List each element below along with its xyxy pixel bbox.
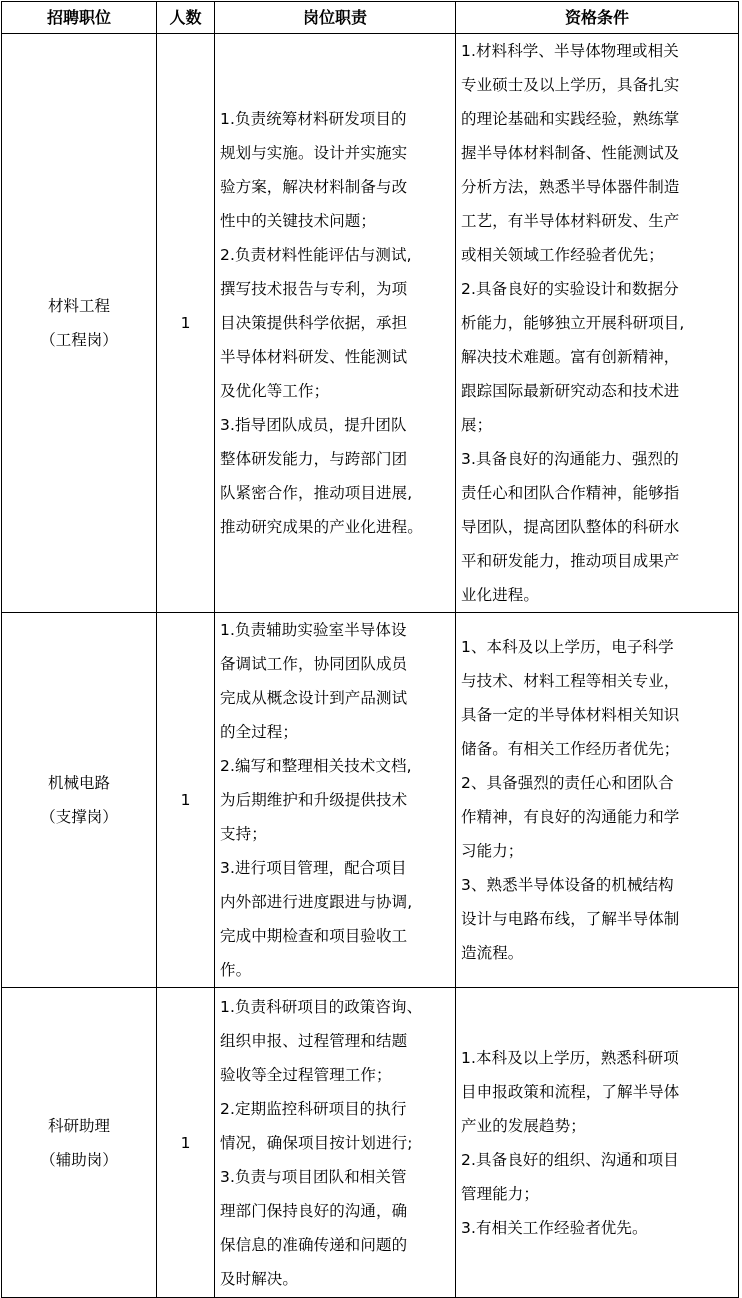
duty-line: 的全过程； — [220, 723, 299, 741]
position-name: 科研助理 — [47, 1116, 110, 1135]
qualification-line: 习能力； — [461, 842, 524, 860]
duty-line: 性中的关键技术问题； — [220, 212, 377, 230]
qualification-line: 设计与电路布线，了解半导体制 — [461, 910, 680, 928]
qualification-line: 3.具备良好的沟通能力、强烈的 — [461, 450, 679, 468]
qualification-line: 目申报政策和流程，了解半导体 — [461, 1082, 680, 1101]
qualification-line: 析能力，能够独立开展科研项目, — [461, 314, 685, 332]
qualification-line: 责任心和团队合作精神，能够指 — [461, 484, 680, 502]
duty-line: 目决策提供科学依据，承担 — [220, 314, 408, 332]
table-row — [2, 34, 739, 613]
qualification-line: 的理论基础和实践经验，熟练掌 — [461, 110, 680, 128]
qualification-line: 展； — [461, 416, 493, 434]
qualification-line: 2.具备良好的组织、沟通和项目 — [461, 1150, 679, 1169]
duties-cell — [215, 613, 456, 988]
headcount-cell: 1 — [157, 34, 215, 613]
duty-line: 完成中期检查和项目验收工 — [220, 927, 408, 945]
qualification-line: 3.有相关工作经验者优先。 — [461, 1218, 648, 1237]
qualification-line: 管理能力； — [461, 1184, 540, 1203]
duty-line: 规划与实施。设计并实施实 — [220, 144, 408, 162]
position-cell — [2, 988, 157, 1298]
duty-line: 支持； — [220, 825, 267, 843]
qualifications-cell — [456, 34, 739, 613]
duty-line: 3.进行项目管理，配合项目 — [220, 859, 407, 877]
qualification-line: 解决技术难题。富有创新精神， — [461, 348, 680, 366]
qualification-line: 储备。有相关工作经历者优先； — [461, 740, 680, 758]
qualification-line: 3、熟悉半导体设备的机械结构 — [461, 876, 674, 894]
duty-line: 1.负责统筹材料研发项目的 — [220, 110, 407, 128]
duty-line: 及时解决。 — [220, 1269, 299, 1288]
position-cell — [2, 34, 157, 613]
duty-line: 整体研发能力，与跨部门团 — [220, 450, 408, 468]
duty-line: 内外部进行进度跟进与协调, — [220, 893, 413, 911]
duties-cell — [215, 34, 456, 613]
qualifications-cell — [456, 613, 739, 988]
header-position: 招聘职位 — [2, 2, 157, 34]
qualification-line: 2、具备强烈的责任心和团队合 — [461, 774, 674, 792]
duty-line: 1.负责辅助实验室半导体设 — [220, 621, 407, 639]
duty-line: 组织申报、过程管理和结题 — [220, 1031, 408, 1050]
qualification-line: 平和研发能力，推动项目成果产 — [461, 552, 680, 570]
position-cell — [2, 613, 157, 988]
qualification-line: 业化进程。 — [461, 586, 540, 604]
duty-line: 备调试工作，协同团队成员 — [220, 655, 408, 673]
qualification-line: 导团队，提高团队整体的科研水 — [461, 518, 680, 536]
duty-line: 撰写技术报告与专利，为项 — [220, 280, 408, 298]
qualification-line: 握半导体材料制备、性能测试及 — [461, 144, 680, 162]
duty-line: 3.负责与项目团队和相关管 — [220, 1167, 407, 1186]
duty-line: 队紧密合作，推动项目进展, — [220, 484, 413, 502]
table-row — [2, 988, 739, 1298]
duty-line: 验方案，解决材料制备与改 — [220, 178, 408, 196]
qualification-line: 2.具备良好的实验设计和数据分 — [461, 280, 679, 298]
qualifications-cell — [456, 988, 739, 1298]
qualification-line: 分析方法，熟悉半导体器件制造 — [461, 178, 680, 196]
qualification-line: 造流程。 — [461, 944, 524, 962]
position-name: 材料工程 — [47, 297, 110, 315]
duty-line: 保信息的准确传递和问题的 — [220, 1235, 408, 1254]
qualification-line: 1.材料科学、半导体物理或相关 — [461, 42, 679, 60]
duty-line: 及优化等工作； — [220, 382, 330, 400]
duties-cell — [215, 988, 456, 1298]
qualification-line: 与技术、材料工程等相关专业， — [461, 672, 680, 690]
duty-line: 验收等全过程管理工作； — [220, 1065, 392, 1084]
duty-line: 为后期维护和升级提供技术 — [220, 791, 408, 809]
duty-line: 完成从概念设计到产品测试 — [220, 689, 408, 707]
position-category: （辅助岗） — [40, 1150, 118, 1169]
duty-line: 2.定期监控科研项目的执行 — [220, 1099, 407, 1118]
qualification-line: 1、本科及以上学历，电子科学 — [461, 638, 674, 656]
qualification-line: 或相关领域工作经验者优先； — [461, 246, 664, 264]
duty-line: 3.指导团队成员，提升团队 — [220, 416, 407, 434]
duty-line: 2.负责材料性能评估与测试, — [220, 246, 412, 264]
duty-line: 情况，确保项目按计划进行; — [220, 1133, 413, 1152]
recruitment-table — [1, 1, 739, 1298]
duty-line: 推动研究成果的产业化进程。 — [220, 518, 423, 536]
header-qualifications: 资格条件 — [456, 2, 739, 34]
qualification-line: 具备一定的半导体材料相关知识 — [461, 706, 680, 724]
duty-line: 2.编写和整理相关技术文档, — [220, 757, 412, 775]
qualification-line: 专业硕士及以上学历，具备扎实 — [461, 76, 680, 94]
duty-line: 作。 — [220, 961, 252, 979]
qualification-line: 作精神，有良好的沟通能力和学 — [461, 808, 680, 826]
position-name: 机械电路 — [47, 774, 110, 792]
position-category: （工程岗） — [40, 331, 118, 349]
table-row — [2, 613, 739, 988]
duty-line: 理部门保持良好的沟通，确 — [220, 1201, 408, 1220]
duty-line: 半导体材料研发、性能测试 — [220, 348, 408, 366]
duty-line: 1.负责科研项目的政策咨询、 — [220, 997, 423, 1016]
qualification-line: 1.本科及以上学历，熟悉科研项 — [461, 1048, 679, 1067]
headcount-cell: 1 — [157, 988, 215, 1298]
position-category: （支撑岗） — [40, 808, 118, 826]
qualification-line: 跟踪国际最新研究动态和技术进 — [461, 382, 680, 400]
qualification-line: 产业的发展趋势； — [461, 1116, 586, 1135]
header-duties: 岗位职责 — [215, 2, 456, 34]
header-row — [2, 2, 739, 34]
header-count: 人数 — [157, 2, 215, 34]
headcount-cell: 1 — [157, 613, 215, 988]
qualification-line: 工艺，有半导体材料研发、生产 — [461, 212, 680, 230]
